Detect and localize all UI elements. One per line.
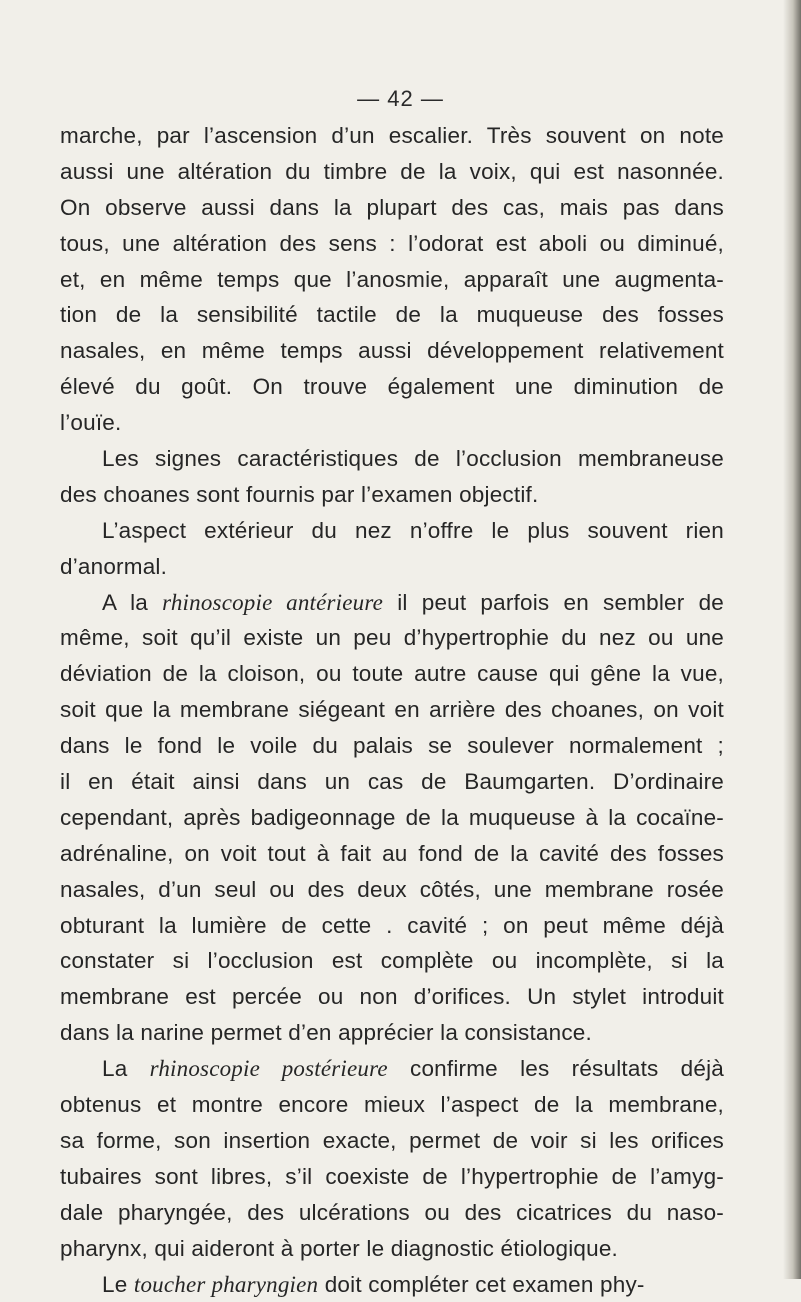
text-line: des choanes sont fournis par l’examen objectif. <box>60 477 724 513</box>
text-line: dans le fond le voile du palais se soulever normalement ; <box>60 728 724 764</box>
text-line: élevé du goût. On trouve également une diminution de <box>60 369 724 405</box>
text-run: il peut parfois en sembler de <box>383 590 724 615</box>
italic-term: toucher pharyngien <box>134 1272 318 1297</box>
text-run: confirme les résultats déjà <box>388 1056 724 1081</box>
text-line: membrane est percée ou non d’orifices. Un stylet introduit <box>60 979 724 1015</box>
text-line: On observe aussi dans la plupart des cas, mais pas dans <box>60 190 724 226</box>
text-line: tion de la sensibilité tactile de la muqueuse des fosses <box>60 297 724 333</box>
text-line: obtenus et montre encore mieux l’aspect de la membrane, <box>60 1087 724 1123</box>
text-line: cependant, après badigeonnage de la muqueuse à la cocaïne- <box>60 800 724 836</box>
text-line: sa forme, son insertion exacte, permet de voir si les orifices <box>60 1123 724 1159</box>
text-line: il en était ainsi dans un cas de Baumgarten. D’ordinaire <box>60 764 724 800</box>
text-line <box>60 1051 724 1087</box>
text-line: pharynx, qui aideront à porter le diagnostic étiologique. <box>60 1231 724 1267</box>
text-line: adrénaline, on voit tout à fait au fond de la cavité des fosses <box>60 836 724 872</box>
text-run: Le <box>102 1272 134 1297</box>
text-run: A la <box>102 590 162 615</box>
text-line: soit que la membrane siégeant en arrière des choanes, on voit <box>60 692 724 728</box>
text-line <box>60 585 724 621</box>
text-line <box>60 1267 724 1302</box>
text-line: Les signes caractéristiques de l’occlusion membraneuse <box>60 441 724 477</box>
text-line: aussi une altération du timbre de la voix, qui est nasonnée. <box>60 154 724 190</box>
italic-term: rhinoscopie postérieure <box>150 1056 388 1081</box>
text-line: nasales, d’un seul ou des deux côtés, une membrane rosée <box>60 872 724 908</box>
text-line: déviation de la cloison, ou toute autre cause qui gêne la vue, <box>60 656 724 692</box>
text-line: constater si l’occlusion est complète ou incomplète, si la <box>60 943 724 979</box>
text-line: dans la narine permet d’en apprécier la consistance. <box>60 1015 724 1051</box>
body-text <box>60 118 724 1302</box>
page-edge-shadow <box>783 0 801 1279</box>
text-line: l’ouïe. <box>60 405 724 441</box>
text-line: obturant la lumière de cette . cavité ; on peut même déjà <box>60 908 724 944</box>
text-line: tous, une altération des sens : l’odorat est aboli ou diminué, <box>60 226 724 262</box>
text-line: d’anormal. <box>60 549 724 585</box>
text-line: tubaires sont libres, s’il coexiste de l’hypertrophie de l’amyg- <box>60 1159 724 1195</box>
text-line: dale pharyngée, des ulcérations ou des cicatrices du naso- <box>60 1195 724 1231</box>
text-line: même, soit qu’il existe un peu d’hypertrophie du nez ou une <box>60 620 724 656</box>
text-line: marche, par l’ascension d’un escalier. Très souvent on note <box>60 118 724 154</box>
italic-term: rhinoscopie antérieure <box>162 590 383 615</box>
text-line: nasales, en même temps aussi développement relativement <box>60 333 724 369</box>
page-number: — 42 — <box>0 86 801 112</box>
text-run: doit compléter cet examen phy- <box>318 1272 644 1297</box>
text-line: L’aspect extérieur du nez n’offre le plus souvent rien <box>60 513 724 549</box>
text-line: et, en même temps que l’anosmie, apparaît une augmenta- <box>60 262 724 298</box>
text-run: La <box>102 1056 150 1081</box>
